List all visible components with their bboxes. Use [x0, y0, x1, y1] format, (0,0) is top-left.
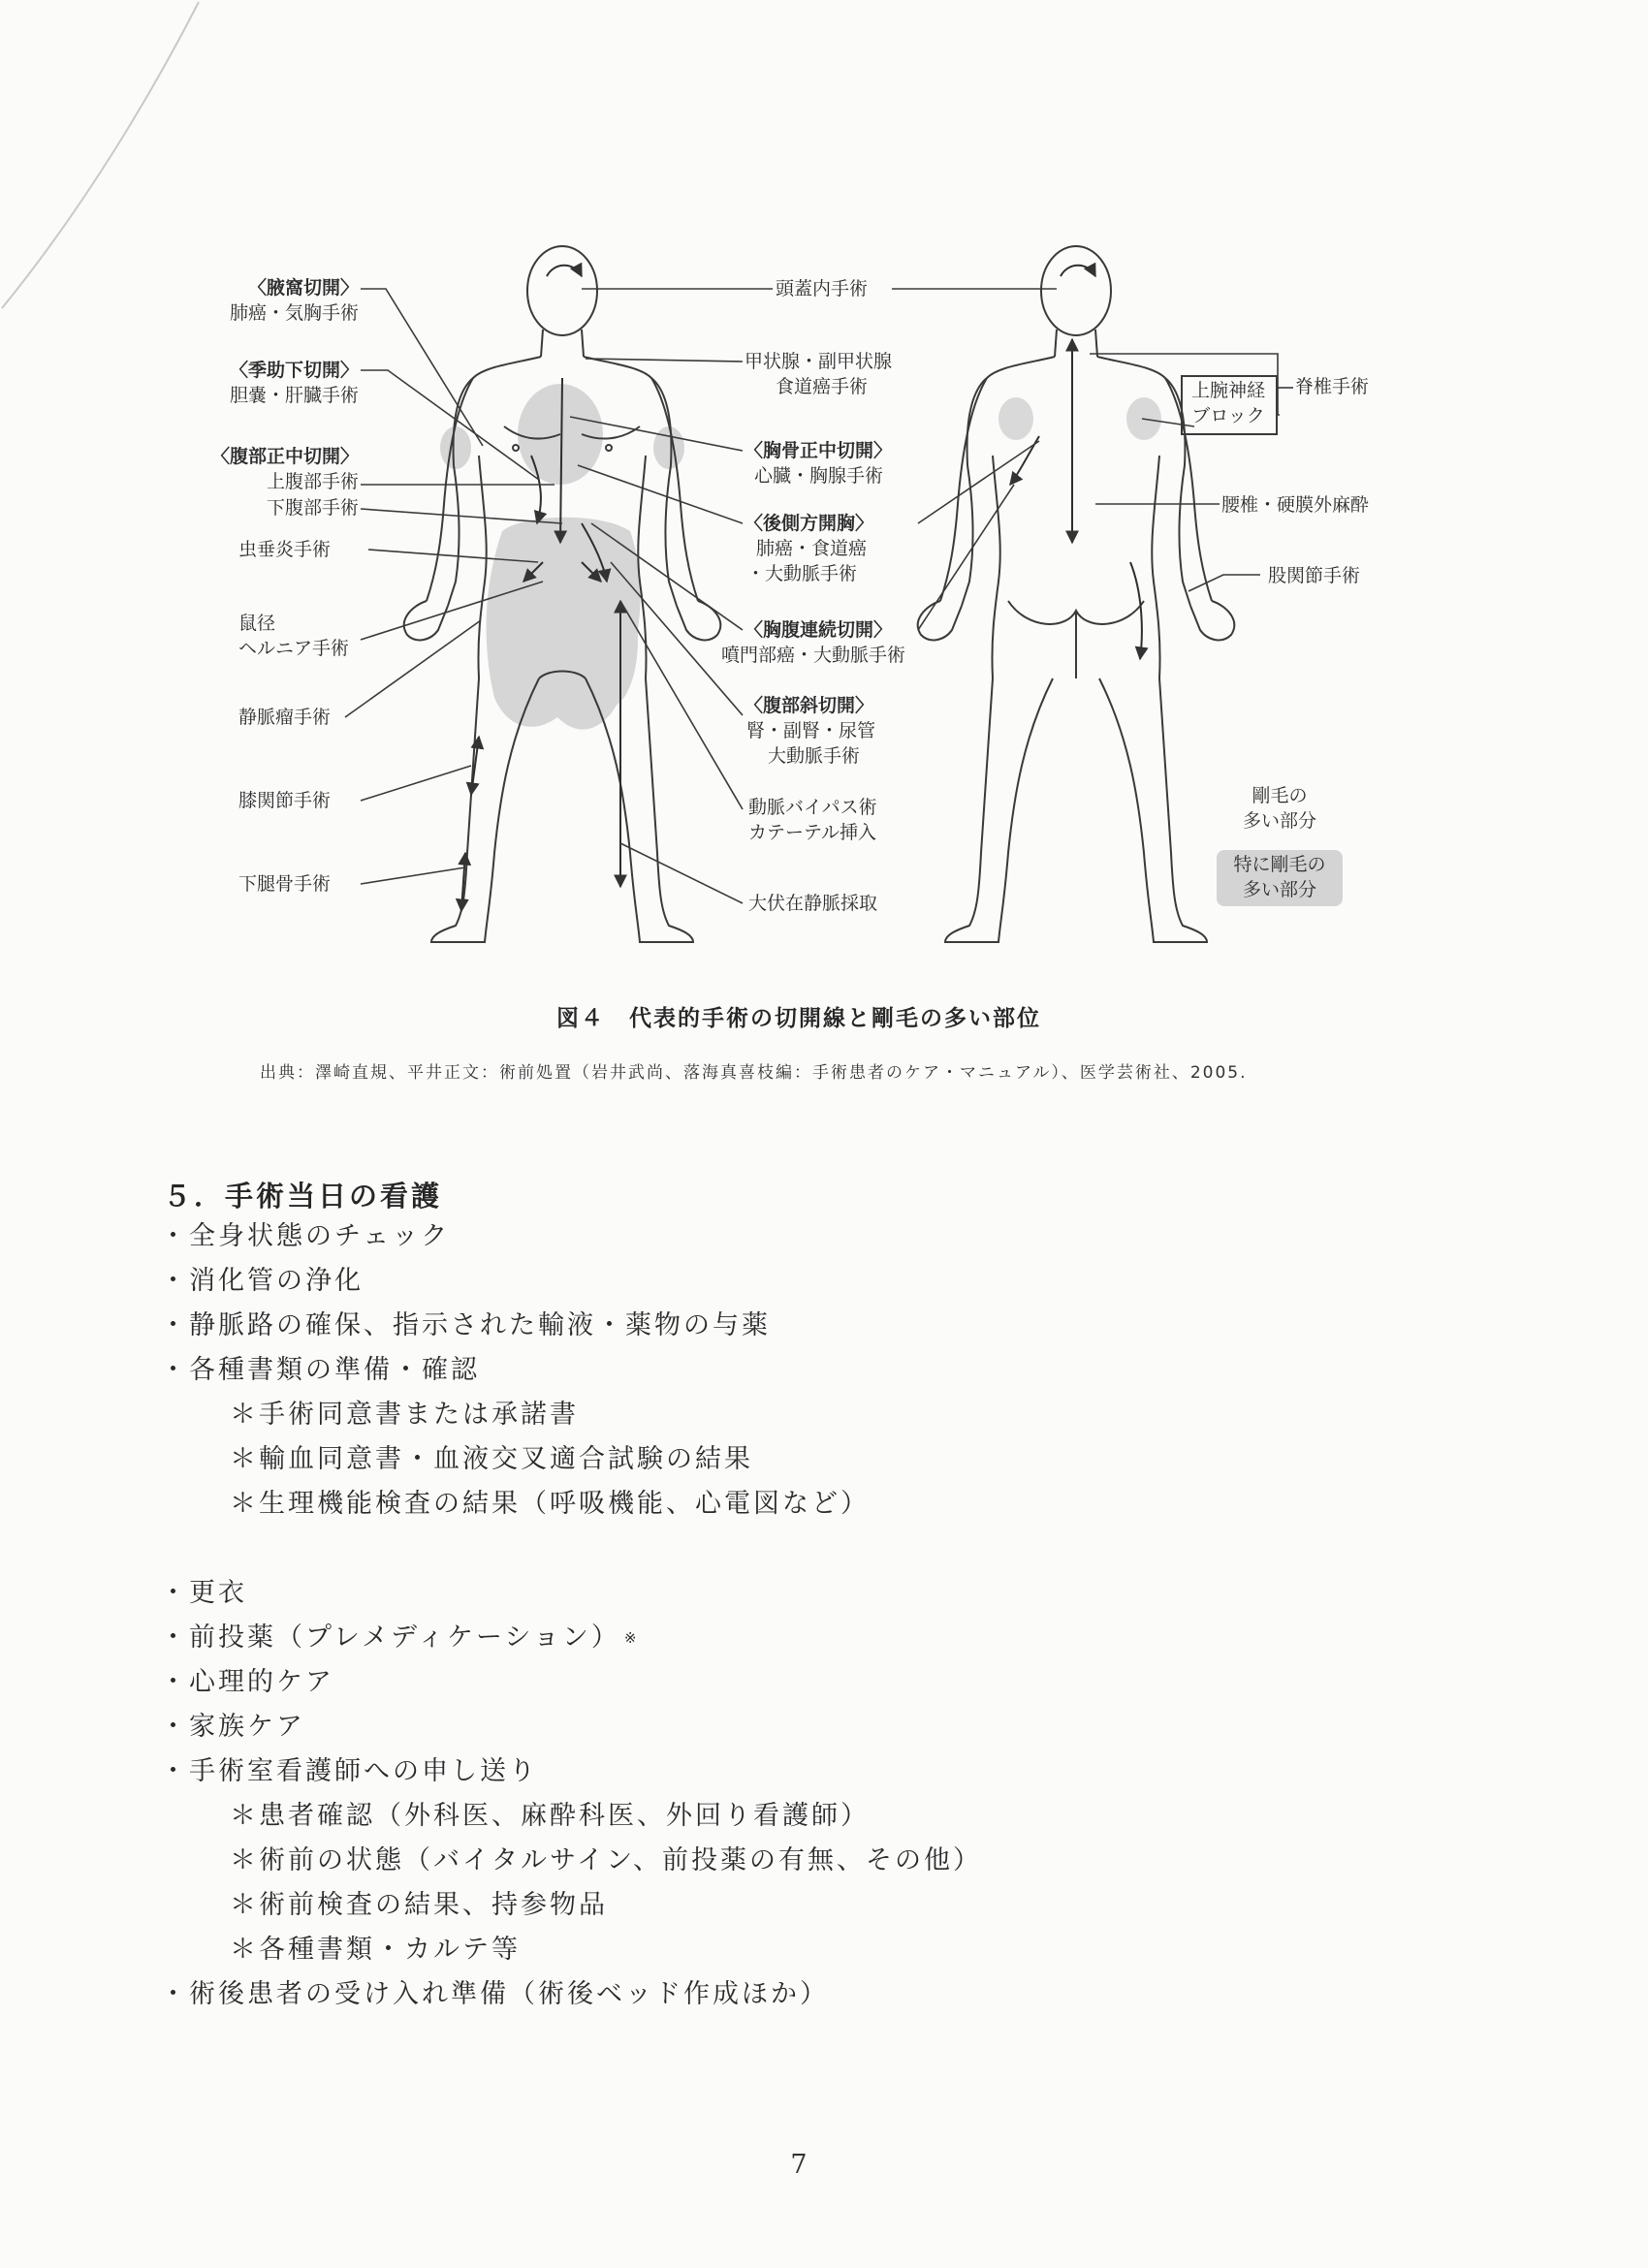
label-esophageal: 食道癌手術 [776, 376, 869, 397]
label-thoracoabdominal-title: 〈胸腹連続切開〉 [745, 619, 893, 641]
list-subitem: ＊各種書類・カルテ等 [230, 1935, 521, 1965]
list-item: ・心理的ケア [160, 1667, 334, 1697]
label-appendectomy: 虫垂炎手術 [238, 539, 332, 560]
list-item: ・各種書類の準備・確認 [160, 1355, 480, 1385]
label-sternotomy-text: 心臓・胸腺手術 [754, 465, 884, 487]
label-inguinal-1: 鼠径 [238, 613, 276, 634]
label-hip: 股関節手術 [1268, 565, 1361, 586]
label-brachial-2: ブロック [1191, 405, 1265, 426]
label-posterolateral-title: 〈後側方開胸〉 [745, 513, 874, 534]
list-spacer [160, 1527, 982, 1571]
label-thoracoabdominal-text: 噴門部癌・大動脈手術 [721, 645, 906, 666]
label-axillary-text: 肺癌・気胸手術 [229, 302, 359, 324]
label-thyroid: 甲状腺・副甲状腺 [745, 351, 893, 372]
list-subitem: ＊術前の状態（バイタルサイン、前投薬の有無、その他） [230, 1845, 982, 1875]
nursing-list [160, 1214, 982, 2017]
label-tibia: 下腿骨手術 [238, 873, 332, 895]
list-subitem: ＊手術同意書または承諾書 [230, 1400, 579, 1430]
label-axillary-title: 〈腋窩切開〉 [247, 277, 359, 299]
list-item: ・消化管の浄化 [160, 1266, 364, 1296]
label-subcostal-text: 胆嚢・肝臓手術 [229, 385, 359, 406]
label-catheter: カテーテル挿入 [748, 822, 877, 843]
legend-shaded-2: 多い部分 [1242, 879, 1316, 900]
back-body-outline [918, 246, 1234, 942]
label-oblique-1: 腎・副腎・尿管 [746, 720, 876, 741]
label-bypass: 動脈バイパス術 [748, 797, 877, 818]
list-item: ・手術室看護師への申し送り [160, 1756, 538, 1786]
label-lower-abdominal: 下腹部手術 [266, 497, 359, 519]
label-inguinal-2: ヘルニア手術 [238, 638, 350, 659]
label-posterolateral-2: ・大動脈手術 [746, 563, 858, 584]
label-brachial-1: 上腕神経 [1190, 380, 1265, 401]
label-oblique-title: 〈腹部斜切開〉 [745, 695, 874, 716]
label-upper-abdominal: 上腹部手術 [266, 471, 359, 492]
list-item: ・家族ケア [160, 1712, 305, 1742]
label-sternotomy-title: 〈胸骨正中切開〉 [745, 440, 893, 461]
list-subitem: ＊生理機能検査の結果（呼吸機能、心電図など） [230, 1489, 870, 1519]
list-subitem: ＊輸血同意書・血液交叉適合試験の結果 [230, 1444, 753, 1474]
section-title: ５．手術当日の看護 [163, 1180, 443, 1213]
back-hair-shading [998, 397, 1161, 440]
figure-source: 出典：澤崎直規、平井正文：術前処置（岩井武尚、落海真喜枝編：手術患者のケア・マニュアル）、医学芸術社、2005. [260, 1063, 1248, 1083]
label-midline-title: 〈腹部正中切開〉 [210, 446, 359, 467]
label-subcostal-title: 〈季助下切開〉 [229, 360, 359, 381]
label-spinal: 脊椎手術 [1295, 376, 1370, 397]
list-subitem: ＊術前検査の結果、持参物品 [230, 1890, 608, 1920]
label-saphenous: 大伏在静脈採取 [748, 893, 878, 914]
label-posterolateral-1: 肺癌・食道癌 [756, 538, 868, 559]
legend-shaded-1: 特に剛毛の [1233, 854, 1326, 875]
legend-plain-1: 剛毛の [1252, 785, 1308, 806]
page-number: 7 [790, 2150, 808, 2180]
note-mark: ※ [623, 1629, 640, 1647]
list-item: ・術後患者の受け入れ準備（術後ベッド作成ほか） [160, 1979, 829, 2009]
label-lumbar: 腰椎・硬膜外麻酔 [1221, 494, 1370, 516]
list-item [160, 1616, 982, 1660]
label-varicose: 静脈瘤手術 [238, 707, 332, 728]
legend-plain-2: 多い部分 [1242, 810, 1316, 832]
back-incisions [1010, 266, 1142, 659]
label-intracranial: 頭蓋内手術 [776, 278, 869, 299]
list-item: ・静脈路の確保、指示された輸液・薬物の与薬 [160, 1310, 771, 1340]
list-item: ・全身状態のチェック [160, 1221, 451, 1251]
list-item: ・更衣 [160, 1578, 247, 1608]
list-subitem: ＊患者確認（外科医、麻酔科医、外回り看護師） [230, 1801, 870, 1831]
figure-caption: 図４ 代表的手術の切開線と剛毛の多い部位 [556, 1006, 1041, 1031]
premedication-text: ・前投薬（プレメディケーション） [160, 1622, 620, 1653]
label-knee: 膝関節手術 [238, 790, 332, 811]
label-oblique-2: 大動脈手術 [768, 745, 861, 767]
